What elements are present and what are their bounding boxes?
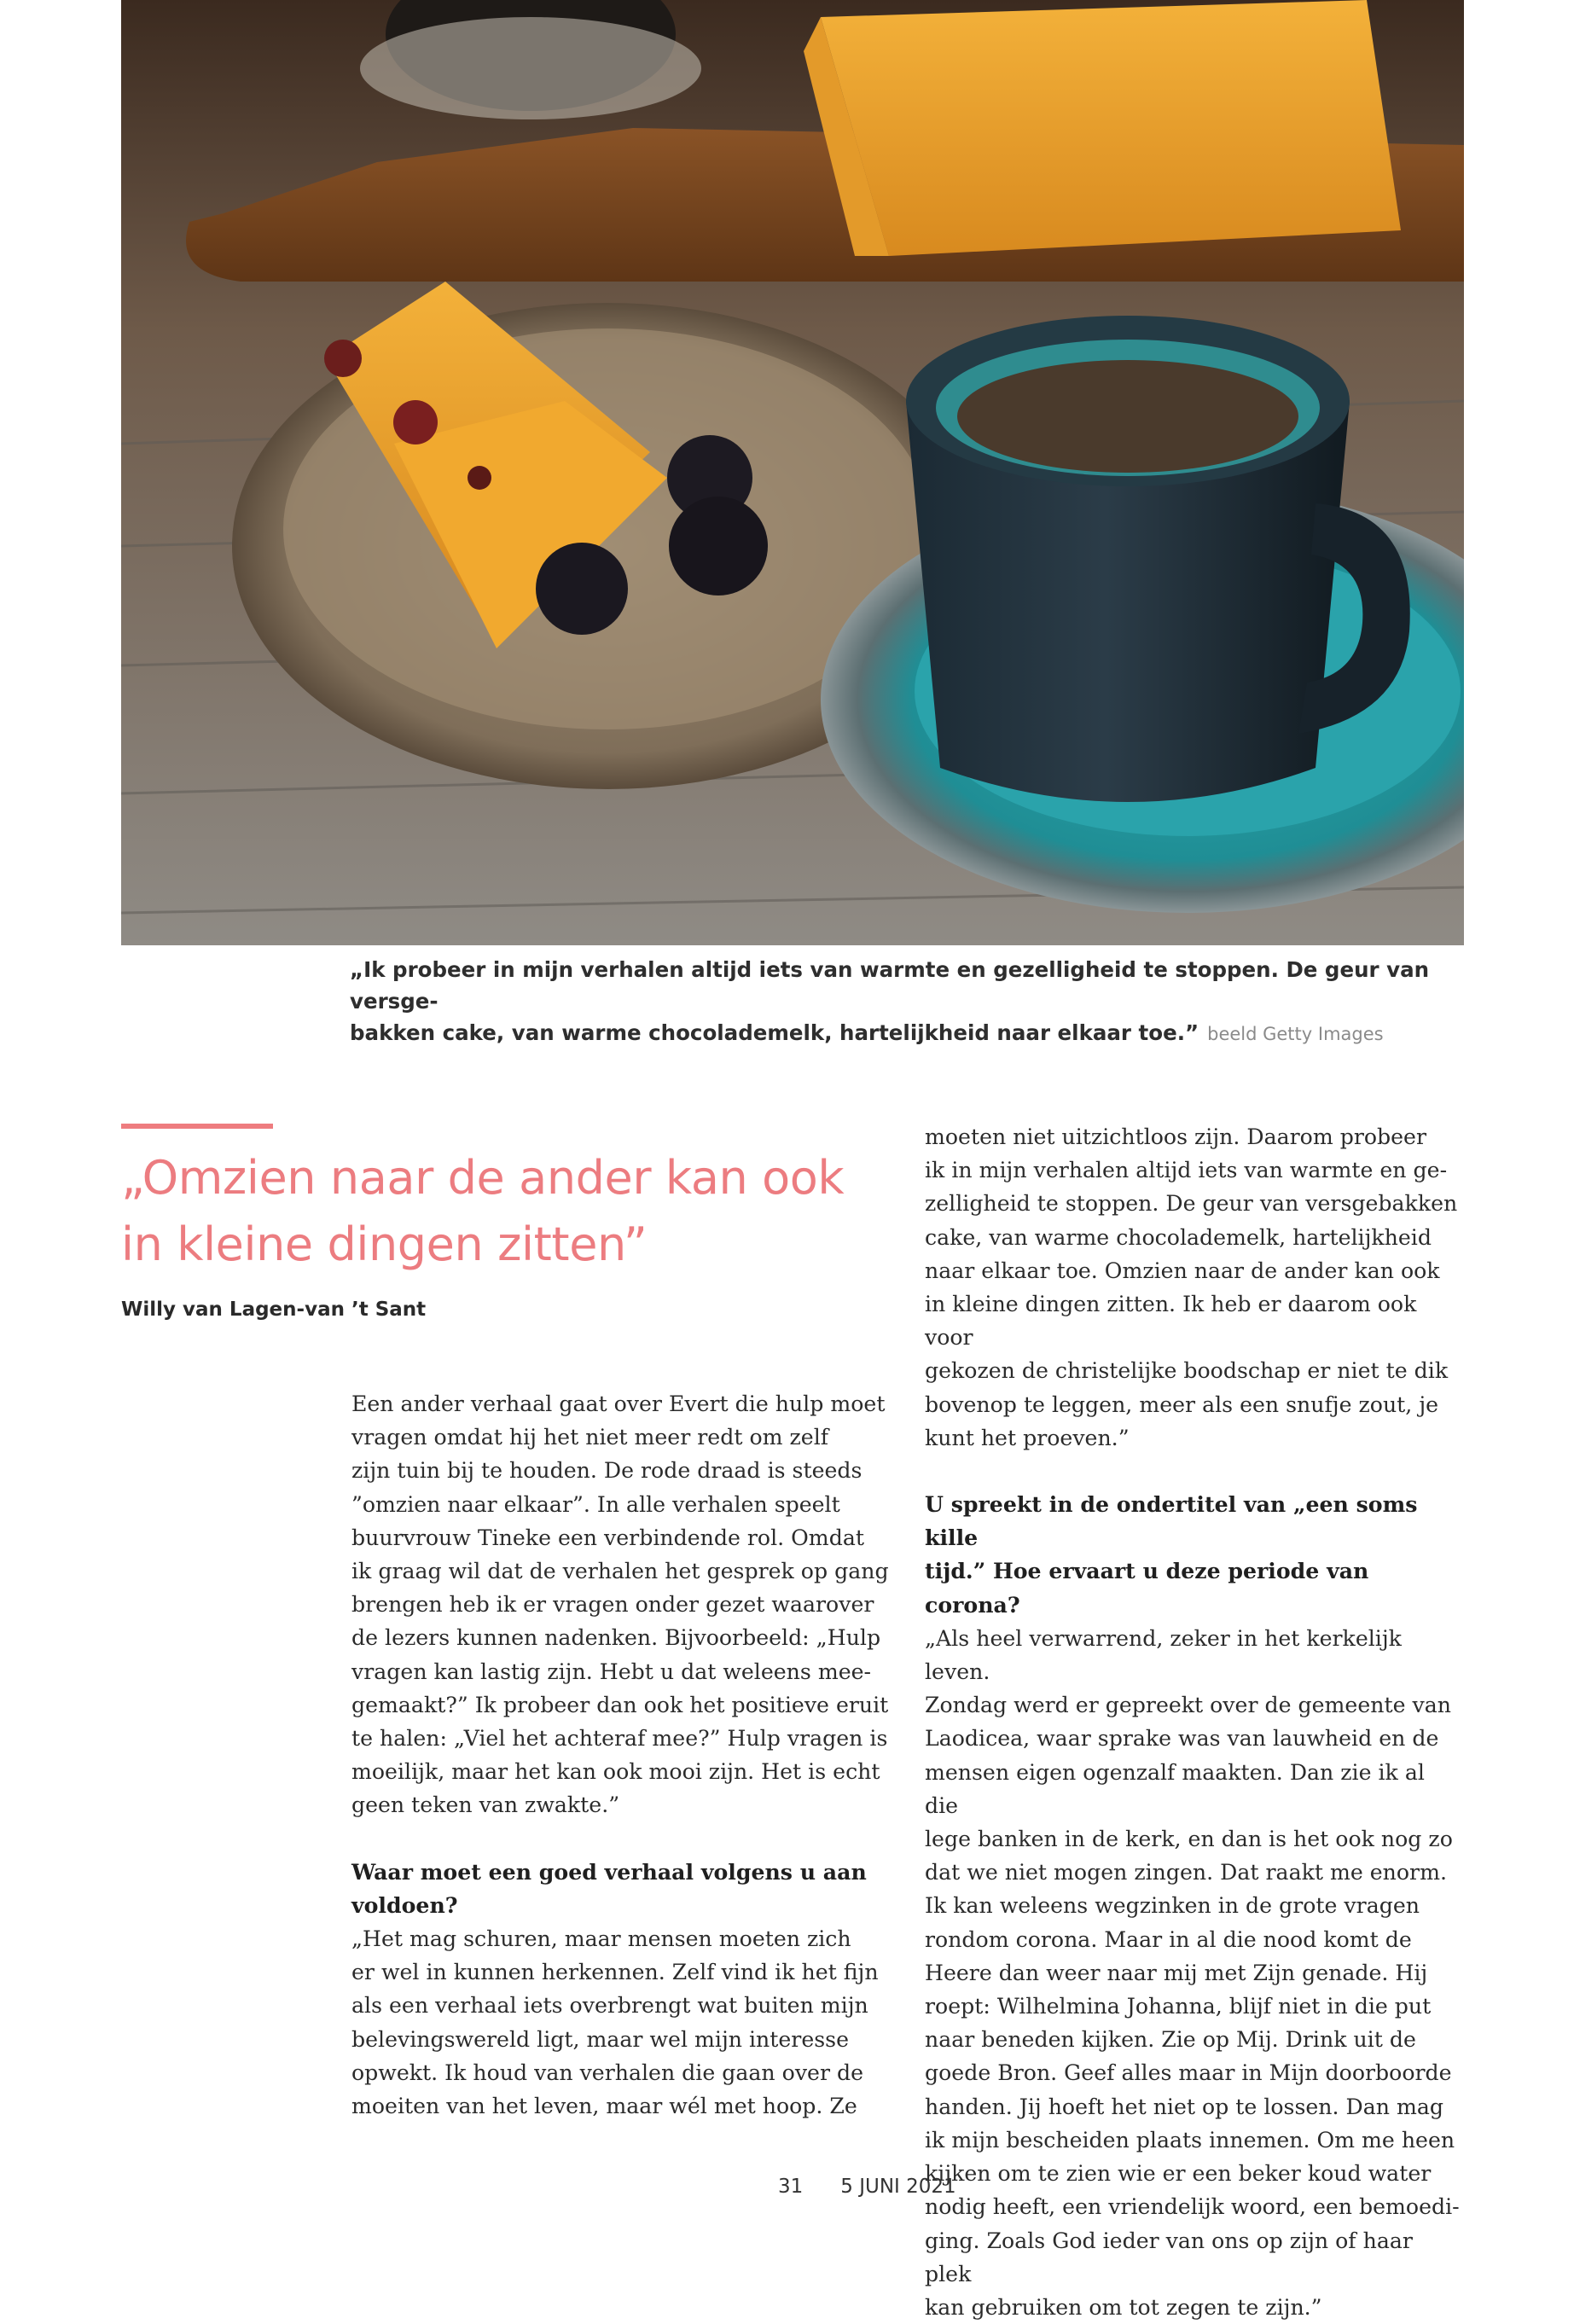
page-number: 31 xyxy=(778,2176,804,2198)
body-column-right xyxy=(925,1120,1462,2324)
paragraph: „Het mag schuren, maar mensen moeten zich er wel in kunnen herkennen. Zelf vind ik het fijn als een verhaal iets overbrengt wat buiten mijn belevingswereld ligt, maar wel mijn interesse opwekt. Ik houd van verhalen die gaan over de moeiten van het leven, maar wél met hoop. Ze xyxy=(351,1926,879,2119)
author-byline: Willy van Lagen-van ’t Sant xyxy=(121,1299,427,1321)
coffee-and-cake-image xyxy=(121,0,1464,945)
article-photo xyxy=(121,0,1464,945)
interview-question: U spreekt in de ondertitel van „een soms kille tijd.” Hoe ervaart u deze periode van corona? xyxy=(925,1491,1418,1618)
article-title: „Omzien naar de ander kan ook in kleine dingen zitten” xyxy=(121,1151,845,1271)
photo-credit: beeld Getty Images xyxy=(1207,1024,1384,1044)
page-footer xyxy=(778,2176,956,2198)
paragraph: moeten niet uitzichtloos zijn. Daarom probeer ik in mijn verhalen altijd iets van warmte en ge- zelligheid te stoppen. De geur van versgebakken cake, van warme chocolademelk, hartelijkheid naar elkaar toe. Omzien naar de ander kan ook in kleine dingen zitten. Ik heb er daarom ook voor gekozen de christelijke boodschap er niet te dik bovenop te leggen, meer als een snufje zout, je kunt het proeven.” xyxy=(925,1124,1458,1450)
interview-question: Waar moet een goed verhaal volgens u aan voldoen? xyxy=(351,1858,867,1918)
photo-caption xyxy=(350,954,1459,1050)
paragraph: „Als heel verwarrend, zeker in het kerkelijk leven. Zondag werd er gepreekt over de gemeente van Laodicea, waar sprake was van lauwheid en de mensen eigen ogenzalf maakten. Dan zie ik al die lege banken in de kerk, en dan is het ook nog zo dat we niet mogen zingen. Dat raakt me enorm. Ik kan weleens wegzinken in de grote vragen rondom corona. Maar in al die nood komt de Heere dan weer naar mij met Zijn genade. Hij roept: Wilhelmina Johanna, blijf niet in die put naar beneden kijken. Zie op Mij. Drink uit de goede Bron. Geef alles maar in Mijn doorboorde handen. Jij hoeft het niet op te lossen. Dan mag ik mijn bescheiden plaats innemen. Om me heen kijken om te zien wie er een beker koud water nodig heeft, een vriendelijk woord, een bemoedi- ging. Zoals God ieder van ons op zijn of haar plek kan gebruiken om tot zegen te zijn.” xyxy=(925,1625,1460,2320)
caption-text: „Ik probeer in mijn verhalen altijd iets van warmte en gezelligheid te stoppen. De geur van versge- bakken cake, van warme chocolademelk, hartelijkheid naar elkaar toe.” xyxy=(350,957,1430,1045)
issue-date: 5 JUNI 2021 xyxy=(840,2176,956,2198)
body-column-left xyxy=(351,1387,889,2123)
paragraph: Een ander verhaal gaat over Evert die hulp moet vragen omdat hij het niet meer redt om zelf zijn tuin bij te houden. De rode draad is steeds ”omzien naar elkaar”. In alle verhalen speelt buurvrouw Tineke een verbindende rol. Omdat ik graag wil dat de verhalen het gesprek op gang brengen heb ik er vragen onder gezet waarover de lezers kunnen nadenken. Bijvoorbeeld: „Hulp vragen kan lastig zijn. Hebt u dat weleens mee- gemaakt?” Ik probeer dan ook het positieve eruit te halen: „Viel het achteraf mee?” Hulp vragen is moeilijk, maar het kan ook mooi zijn. Het is echt geen teken van zwakte.” xyxy=(351,1391,889,1818)
accent-rule xyxy=(121,1124,273,1129)
